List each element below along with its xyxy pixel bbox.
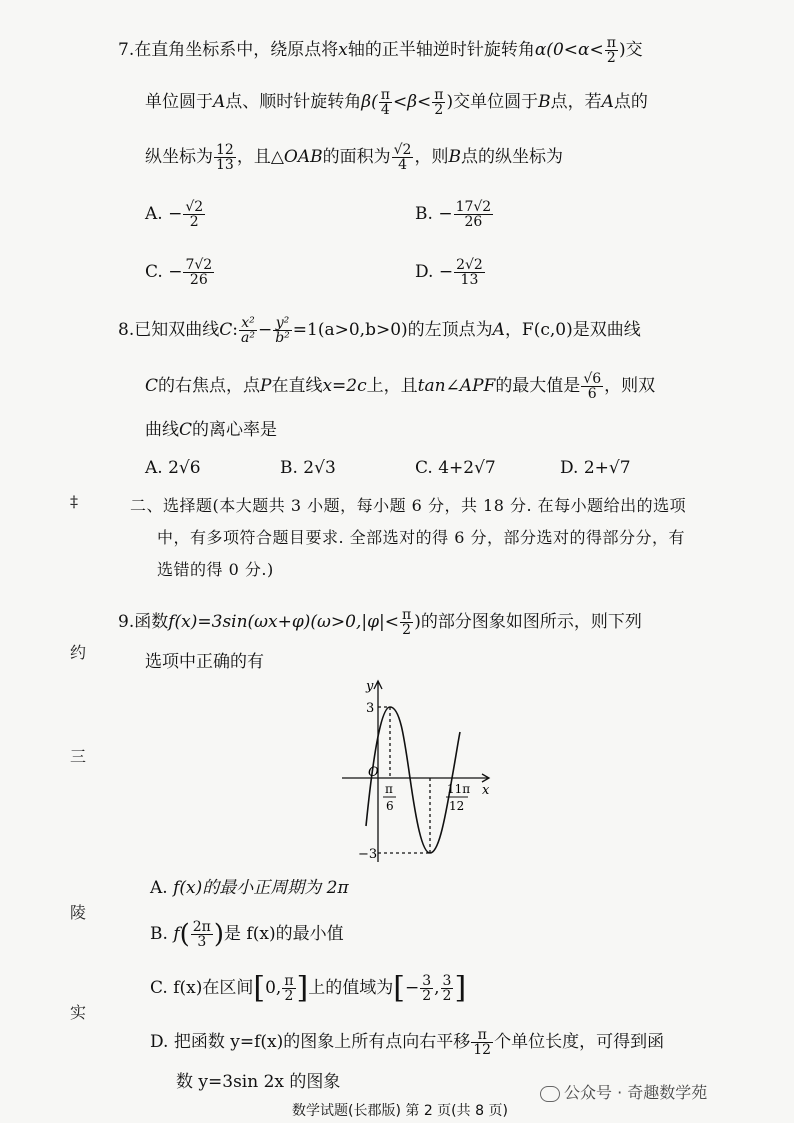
x1-den: 6 [386, 799, 394, 813]
q7-line2: 单位圆于A点、顺时针旋转角β( $\frac{\pi}{4}$ <β< $\frac{\pi}{2}$ )交单位圆于B点，若A点的 [145, 87, 648, 118]
q9-option-d-line2: 数 y=3sin 2x 的图象 [176, 1072, 341, 1092]
fraction: $\frac{\pi}{2}$ [606, 35, 616, 66]
x1-num: π [385, 782, 393, 796]
margin-char: 陵 [70, 903, 87, 922]
q7-line1: 7.在直角坐标系中，绕原点将x轴的正半轴逆时针旋转角α(0<α< $\frac{\pi}{2}$ )交 [118, 35, 643, 66]
y-min-label: −3 [358, 847, 378, 862]
x2-den: 12 [449, 799, 465, 813]
margin-char: ‡ [70, 492, 78, 511]
margin-char: 约 [70, 643, 87, 662]
q8-option-d[interactable]: D. 2+√7 [560, 458, 631, 478]
q8-option-c[interactable]: C. 4+2√7 [415, 458, 496, 478]
q7-line3: 纵坐标为 $\frac{12}{13}$ ，且△OAB的面积为 $\frac{√2}{4}$ ，则B点的纵坐标为 [145, 142, 563, 173]
q9-line2: 选项中正确的有 [145, 652, 264, 672]
q7-option-b[interactable]: B. − $\frac{17√2}{26}$ [415, 199, 492, 230]
y-label: y [366, 679, 374, 694]
q8-line3: 曲线C的离心率是 [145, 420, 278, 440]
q9-option-b[interactable]: B. f( $\frac{2\pi}{3}$ )是 f(x)的最小值 [150, 919, 344, 950]
page-footer: 数学试题(长郡版) 第 2 页(共 8 页) [292, 1103, 508, 1119]
q9-line1: 9.函数f(x)=3sin(ωx+φ)(ω>0,|φ|< $\frac{\pi}{2}$ )的部分图象如图所示，则下列 [118, 607, 642, 638]
q7-option-a[interactable]: A. − $\frac{√2}{2}$ [145, 199, 204, 230]
sine-curve [366, 707, 460, 853]
q9-option-d[interactable]: D. 把函数 y=f(x)的图象上所有点向右平移 $\frac{\pi}{12}$ 个单位长度，可得到函 [150, 1027, 665, 1058]
question-number: 9. [118, 612, 135, 632]
x-label: x [482, 783, 490, 798]
sine-graph [330, 676, 500, 866]
q9-option-c[interactable]: C. f(x)在区间[0, $\frac{\pi}{2}$ ]上的值域为[− $\frac{3}{2}$ , $\frac{3}{2}$ ] [150, 970, 467, 1006]
question-number: 8. [118, 320, 135, 340]
q8-line2: C的右焦点，点P在直线x=2c上，且tan∠APF的最大值是 $\frac{√6}{6}$ ，则双 [145, 371, 656, 402]
fraction: $\frac{\pi}{4}$ [380, 87, 390, 118]
section-2-line2: 中，有多项符合题目要求. 全部选对的得 6 分，部分选对的得部分分，有 [157, 528, 686, 547]
fraction: $\frac{√2}{4}$ [393, 142, 412, 173]
origin-label: O [368, 765, 379, 780]
q9-option-a[interactable]: A. f(x)的最小正周期为 2π [150, 878, 349, 898]
margin-char: 三 [70, 747, 87, 766]
fraction: $\frac{12}{13}$ [216, 142, 234, 173]
q8-option-a[interactable]: A. 2√6 [145, 458, 201, 478]
question-number: 7. [118, 40, 135, 60]
section-2-line1: 二、选择题(本大题共 3 小题，每小题 6 分，共 18 分. 在每小题给出的选项 [130, 496, 687, 515]
q7-option-d[interactable]: D. − $\frac{2√2}{13}$ [415, 257, 483, 288]
x2-num: 11π [447, 782, 471, 796]
fraction: $\frac{\pi}{2}$ [434, 87, 444, 118]
q8-line1: 8.已知双曲线C: $\frac{\text{x²}}{\text{a²}}$ − $\frac{\text{y²}}{\text{b²}}$ =1(a>0,b>0)的左顶点为A，F(c,0)是双曲线 [118, 315, 641, 346]
q7-option-c[interactable]: C. − $\frac{7√2}{26}$ [145, 257, 213, 288]
section-2-line3: 选错的得 0 分.) [157, 560, 274, 579]
margin-char: 实 [70, 1003, 87, 1022]
watermark: 公众号 · 奇趣数学苑 [540, 1080, 707, 1103]
y-max-label: 3 [366, 701, 375, 716]
q8-option-b[interactable]: B. 2√3 [280, 458, 336, 478]
wechat-icon [540, 1086, 560, 1102]
